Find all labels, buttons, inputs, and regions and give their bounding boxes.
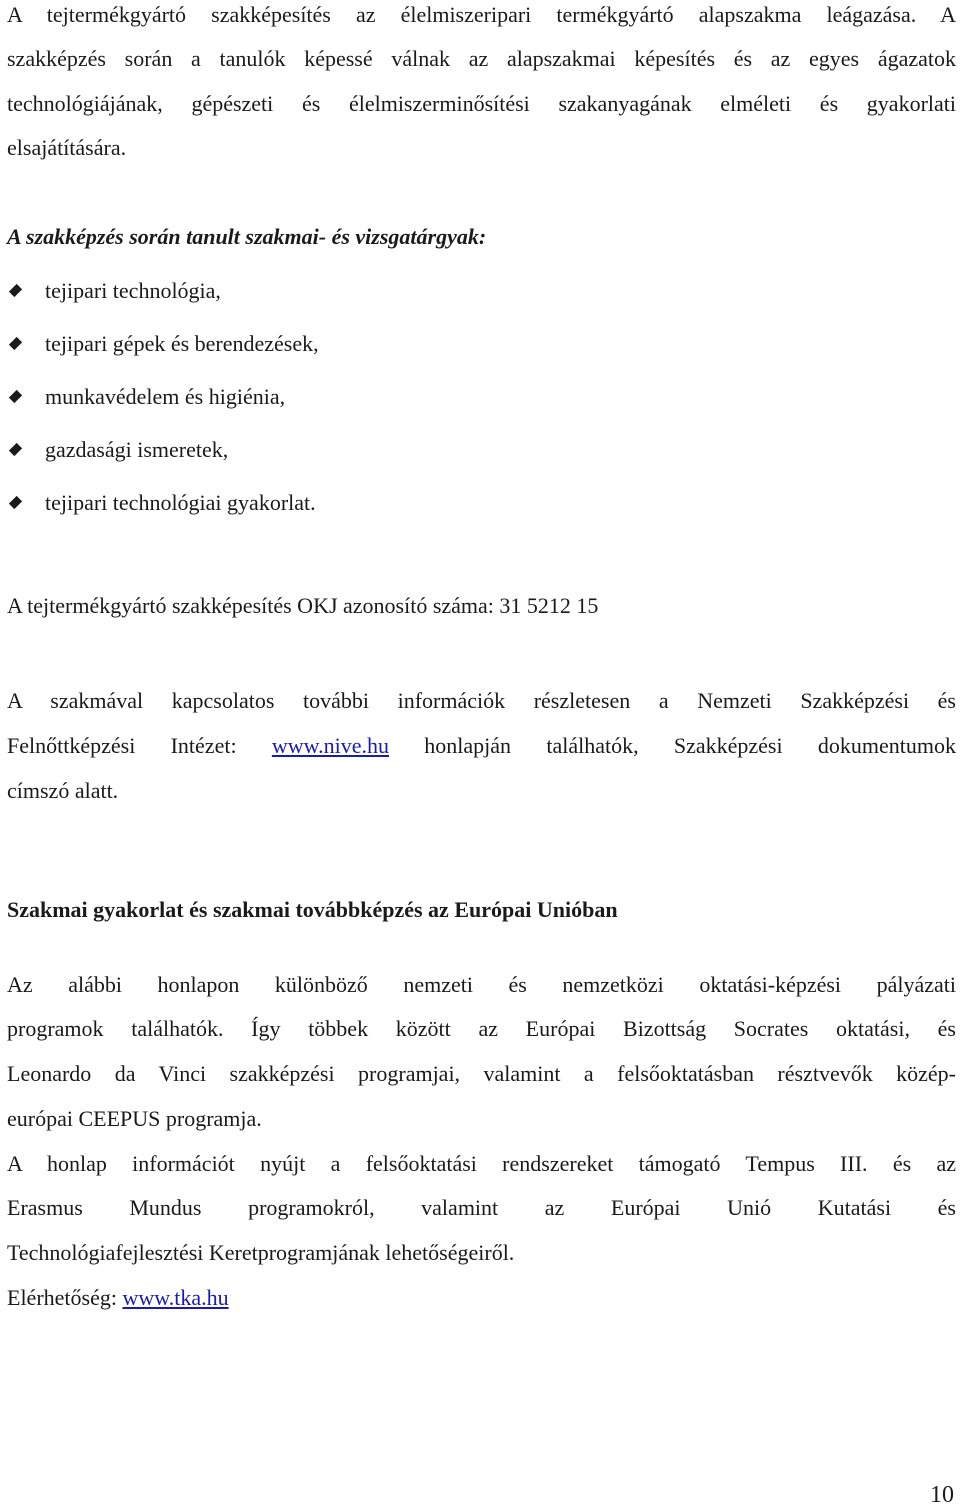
contact-line (7, 1283, 956, 1313)
okj-number-text: A tejtermékgyártó szakképesítés OKJ azonosító száma: 31 5212 15 (7, 593, 599, 618)
eu-p1-line-1: Az alábbi honlapon különböző nemzeti és nemzetközi oktatási-képzési pályázati (7, 972, 956, 997)
intro-line-2: szakképzés során a tanulók képessé válnak az alapszakmai képesítés és az egyes ágazatok (7, 46, 956, 71)
diamond-bullet-icon (9, 337, 22, 350)
eu-p2-line-2: Erasmus Mundus programokról, valamint az Európai Unió Kutatási és (7, 1195, 956, 1220)
diamond-bullet-icon (9, 496, 22, 509)
subjects-heading: A szakképzés során tanult szakmai- és vizsgatárgyak: (7, 224, 487, 249)
info-line-2-post: honlapján találhatók, Szakképzési dokumentumok (388, 733, 956, 758)
list-item-text: gazdasági ismeretek, (45, 437, 229, 462)
info-line-2-pre: Felnőttképzési Intézet: (7, 733, 272, 758)
intro-line-4: elsajátítására. (7, 135, 127, 160)
eu-p2-line-3: Technológiafejlesztési Keretprogramjának lehetőségeiről. (7, 1240, 515, 1265)
info-line-3: címszó alatt. (7, 778, 119, 803)
eu-heading: Szakmai gyakorlat és szakmai továbbképzés az Európai Unióban (7, 897, 618, 922)
eu-p1-line-4: európai CEEPUS programja. (7, 1106, 262, 1131)
info-line-1: A szakmával kapcsolatos további információk részletesen a Nemzeti Szakképzési és (7, 688, 956, 713)
eu-p1-line-3: Leonardo da Vinci szakképzési programjai, valamint a felsőoktatásban résztvevők közép- (7, 1061, 956, 1086)
list-item-text: tejipari gépek és berendezések, (45, 331, 319, 356)
diamond-bullet-icon (9, 443, 22, 456)
contact-label: Elérhetőség: (7, 1285, 123, 1310)
info-line-2 (7, 731, 956, 761)
list-item-text: munkavédelem és higiénia, (45, 384, 286, 409)
list-item-text: tejipari technológia, (45, 278, 221, 303)
list-item-text: tejipari technológiai gyakorlat. (45, 490, 316, 515)
diamond-bullet-icon (9, 390, 22, 403)
eu-p1-line-2: programok találhatók. Így többek között az Európai Bizottság Socrates oktatási, és (7, 1016, 956, 1041)
nive-link[interactable]: www.nive.hu (271, 733, 389, 758)
eu-p2-line-1: A honlap információt nyújt a felsőoktatási rendszereket támogató Tempus III. és az (7, 1151, 956, 1176)
intro-line-3: technológiájának, gépészeti és élelmiszerminősítési szakanyagának elméleti és gyakorlati (7, 91, 956, 116)
page-number: 10 (930, 1482, 954, 1508)
tka-link[interactable]: www.tka.hu (122, 1285, 229, 1310)
diamond-bullet-icon (9, 284, 22, 297)
intro-line-1: A tejtermékgyártó szakképesítés az élelmiszeripari termékgyártó alapszakma leágazása. A (7, 2, 956, 27)
